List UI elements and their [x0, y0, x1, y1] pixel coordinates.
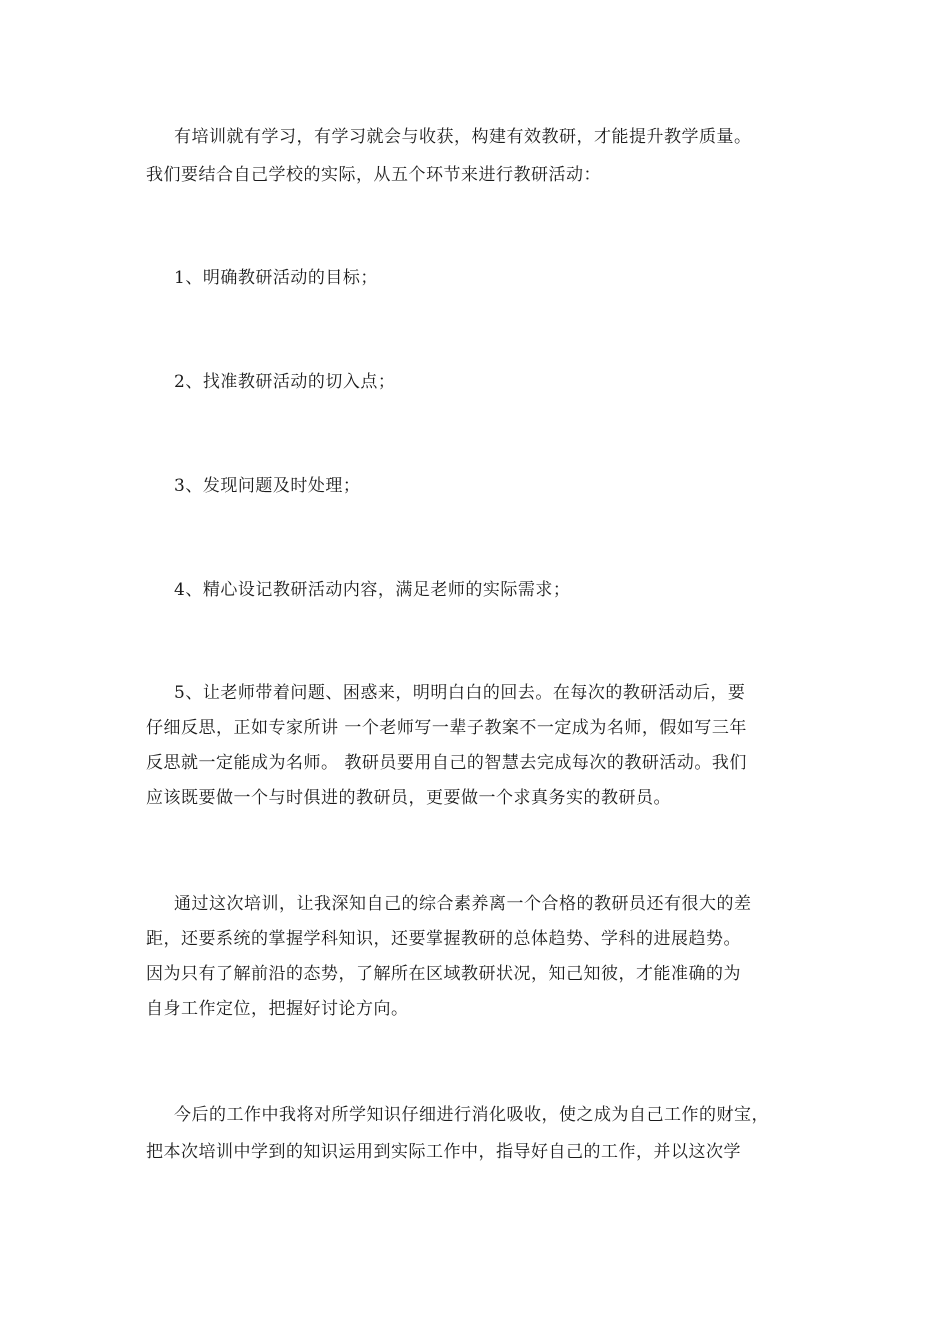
step5-line-3: 反思就一定能成为名师。 教研员要用自己的智慧去完成每次的教研活动。我们 — [146, 753, 747, 773]
training-line-1: 通过这次培训，让我深知自己的综合素养离一个合格的教研员还有很大的差 — [174, 894, 752, 914]
step5-line-4: 应该既要做一个与时俱进的教研员，更要做一个求真务实的教研员。 — [146, 788, 671, 808]
future-line-2: 把本次培训中学到的知识运用到实际工作中，指导好自己的工作，并以这次学 — [146, 1142, 741, 1162]
step-1: 1、明确教研活动的目标； — [174, 268, 378, 288]
step5-line-2: 仔细反思，正如专家所讲 一个老师写一辈子教案不一定成为名师，假如写三年 — [146, 718, 747, 738]
future-line-1: 今后的工作中我将对所学知识仔细进行消化吸收，使之成为自己工作的财宝， — [174, 1105, 769, 1125]
training-line-4: 自身工作定位，把握好讨论方向。 — [146, 999, 409, 1019]
intro-line-1: 有培训就有学习，有学习就会与收获，构建有效教研，才能提升教学质量。 — [174, 127, 752, 147]
step5-line-1: 5、让老师带着问题、困惑来，明明白白的回去。在每次的教研活动后，要 — [174, 683, 746, 703]
step-3: 3、发现问题及时处理； — [174, 476, 361, 496]
step-4: 4、精心设记教研活动内容，满足老师的实际需求； — [174, 580, 571, 600]
training-line-2: 距，还要系统的掌握学科知识，还要掌握教研的总体趋势、学科的进展趋势。 — [146, 929, 741, 949]
intro-line-2: 我们要结合自己学校的实际，从五个环节来进行教研活动： — [146, 165, 601, 185]
training-line-3: 因为只有了解前沿的态势，了解所在区域教研状况，知己知彼，才能准确的为 — [146, 964, 741, 984]
step-2: 2、找准教研活动的切入点； — [174, 372, 396, 392]
